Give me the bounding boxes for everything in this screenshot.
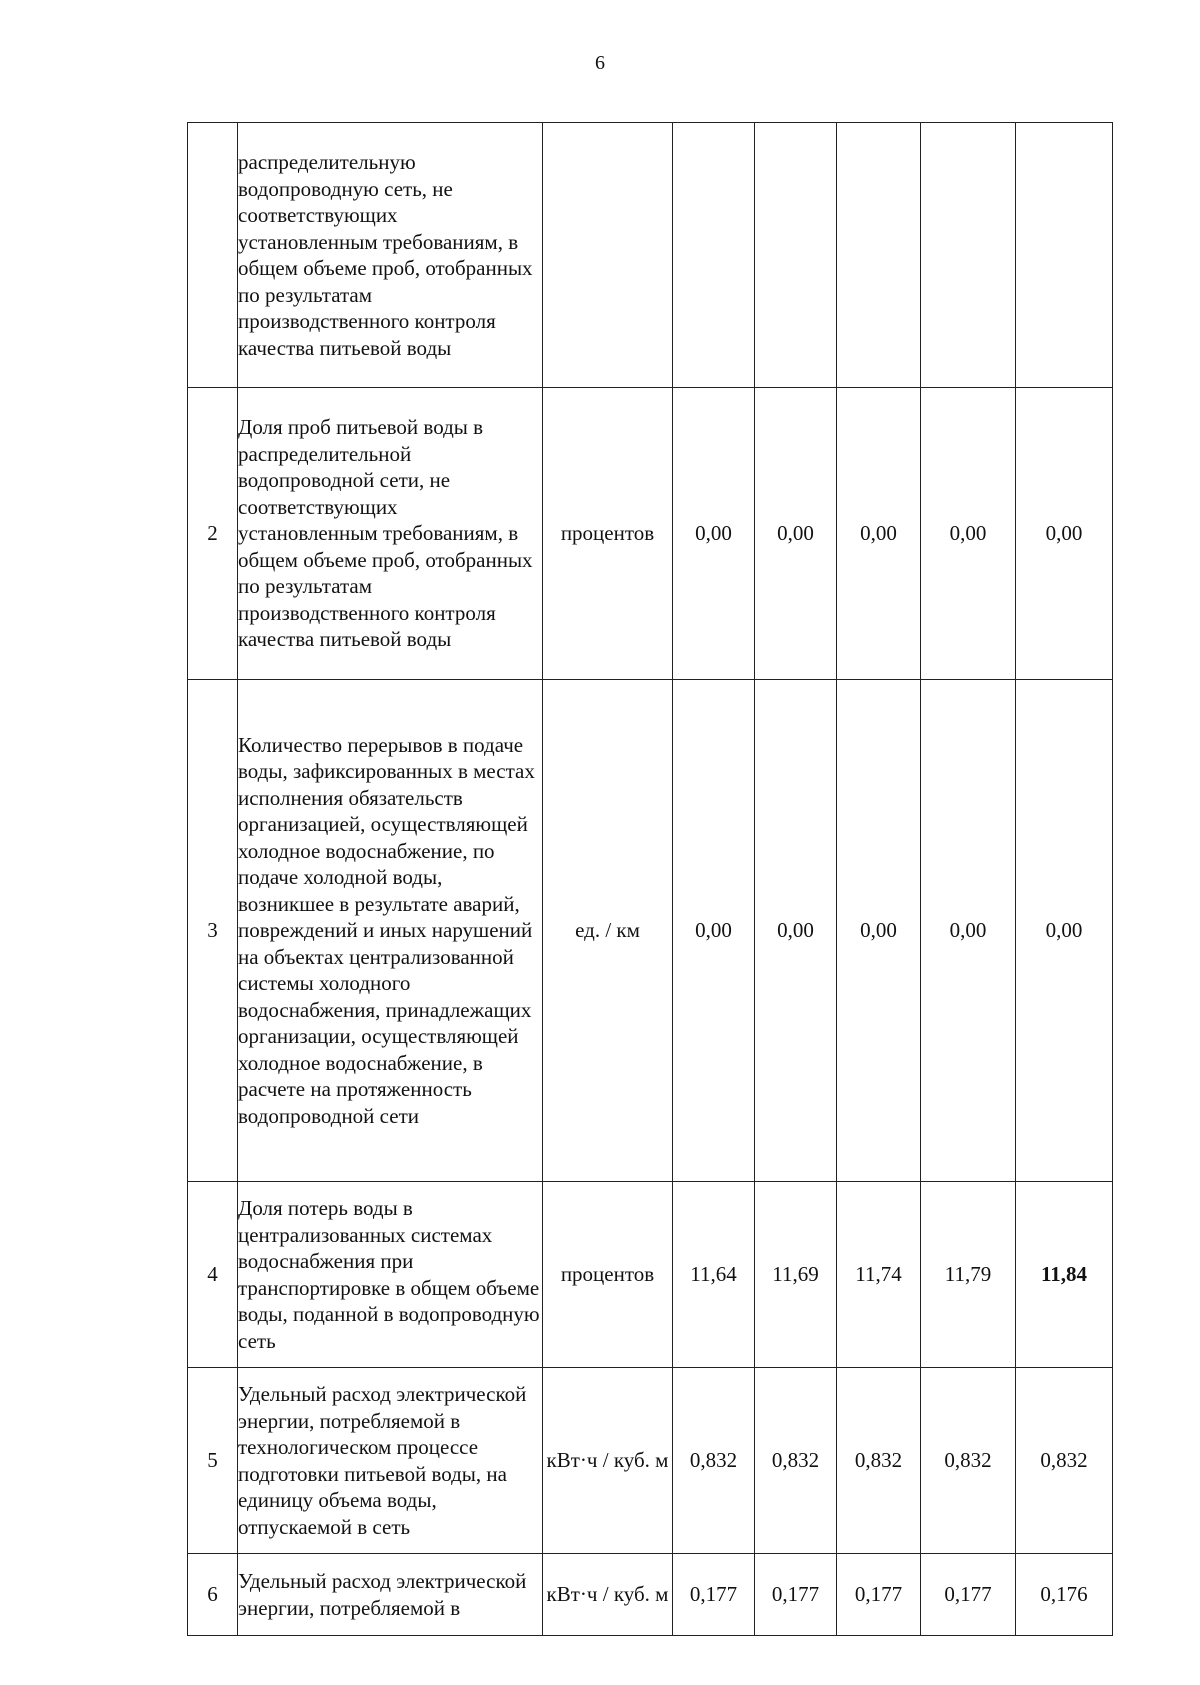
row-number [188, 123, 238, 388]
value-cell: 0,00 [921, 680, 1016, 1182]
row-number: 3 [188, 680, 238, 1182]
value-cell: 0,832 [1016, 1368, 1113, 1554]
unit-cell: кВт·ч / куб. м [543, 1368, 673, 1554]
value-cell: 0,832 [837, 1368, 921, 1554]
value-cell: 0,00 [1016, 388, 1113, 680]
indicator-description: Количество перерывов в подаче воды, зафиксированных в местах исполнения обязательств организацией, осуществляющей холодное водоснабжение, по подаче холодной воды, возникшее в результате аварий, повреждений и иных нарушений на объектах централизованной системы холодного водоснабжения, принадлежащих организации, осуществляющей холодное водоснабжение, в расчете на протяженность водопроводной сети [238, 680, 543, 1182]
table-row [188, 388, 1113, 680]
unit-cell: процентов [543, 1182, 673, 1368]
table-row [188, 1182, 1113, 1368]
indicator-description: Удельный расход электрической энергии, потребляемой в технологическом процессе подготовки питьевой воды, на единицу объема воды, отпускаемой в сеть [238, 1368, 543, 1554]
unit-cell: кВт·ч / куб. м [543, 1554, 673, 1636]
table-row [188, 1368, 1113, 1554]
value-cell [1016, 123, 1113, 388]
value-cell: 11,74 [837, 1182, 921, 1368]
row-number: 6 [188, 1554, 238, 1636]
value-cell: 0,00 [755, 680, 837, 1182]
indicator-description: Доля потерь воды в централизованных системах водоснабжения при транспортировке в общем объеме воды, поданной в водопроводную сеть [238, 1182, 543, 1368]
row-number: 2 [188, 388, 238, 680]
page-number: 6 [595, 52, 605, 74]
value-cell: 0,832 [673, 1368, 755, 1554]
value-cell [921, 123, 1016, 388]
value-cell [673, 123, 755, 388]
value-cell: 0,177 [755, 1554, 837, 1636]
unit-cell: ед. / км [543, 680, 673, 1182]
row-number: 4 [188, 1182, 238, 1368]
value-cell: 0,177 [837, 1554, 921, 1636]
value-cell: 0,00 [1016, 680, 1113, 1182]
value-cell: 0,177 [921, 1554, 1016, 1636]
unit-cell [543, 123, 673, 388]
value-cell: 0,00 [837, 680, 921, 1182]
indicator-description: Доля проб питьевой воды в распределительной водопроводной сети, не соответствующих установленным требованиям, в общем объеме проб, отобранных по результатам производственного контроля качества питьевой воды [238, 388, 543, 680]
table-row [188, 123, 1113, 388]
value-cell: 0,177 [673, 1554, 755, 1636]
table-row [188, 680, 1113, 1182]
indicator-description: распределительную водопроводную сеть, не соответствующих установленным требованиям, в общем объеме проб, отобранных по результатам производственного контроля качества питьевой воды [238, 123, 543, 388]
value-cell: 11,64 [673, 1182, 755, 1368]
value-cell: 0,00 [673, 680, 755, 1182]
value-cell [755, 123, 837, 388]
indicators-table [187, 122, 1113, 1636]
row-number: 5 [188, 1368, 238, 1554]
unit-cell: процентов [543, 388, 673, 680]
indicator-description: Удельный расход электрической энергии, потребляемой в [238, 1554, 543, 1636]
value-cell: 11,84 [1016, 1182, 1113, 1368]
value-cell: 0,832 [921, 1368, 1016, 1554]
value-cell: 0,00 [921, 388, 1016, 680]
value-cell: 0,00 [837, 388, 921, 680]
value-cell: 0,176 [1016, 1554, 1113, 1636]
value-cell: 11,69 [755, 1182, 837, 1368]
value-cell: 0,00 [673, 388, 755, 680]
table-row [188, 1554, 1113, 1636]
value-cell: 11,79 [921, 1182, 1016, 1368]
value-cell: 0,00 [755, 388, 837, 680]
value-cell [837, 123, 921, 388]
value-cell: 0,832 [755, 1368, 837, 1554]
